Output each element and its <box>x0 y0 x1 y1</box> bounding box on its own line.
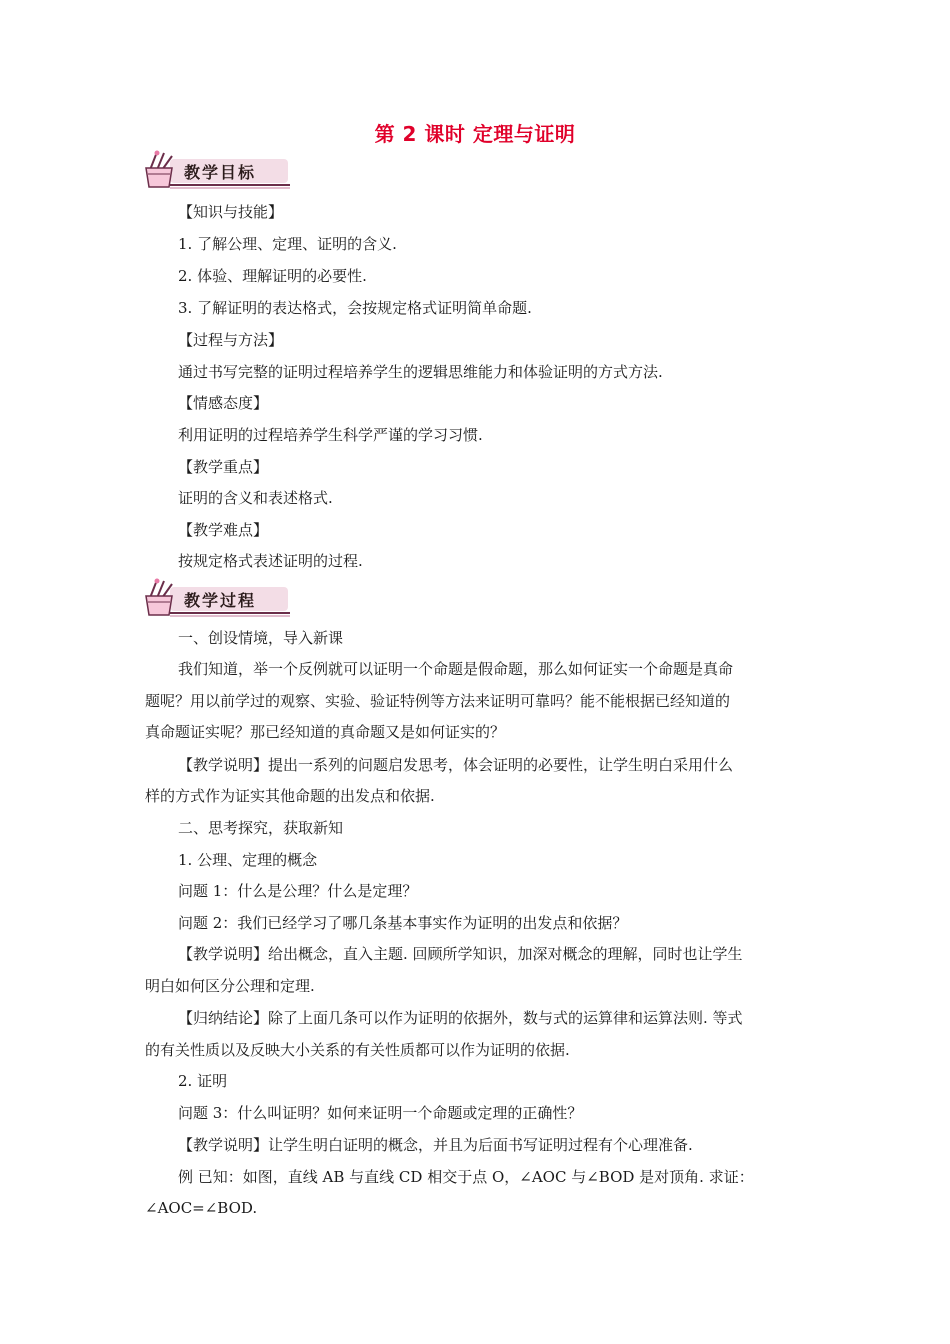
section-banner-process <box>140 578 290 618</box>
subsection1-heading: 1. 公理、定理的概念 <box>178 851 318 869</box>
process-method-heading: 【过程与方法】 <box>178 331 284 349</box>
section-label-process: 教学过程 <box>184 591 257 610</box>
part1-note-line: 【教学说明】提出一系列的问题启发思考，体会证明的必要性，让学生明白采用什么 <box>178 756 734 774</box>
process-method-text: 通过书写完整的证明过程培养学生的逻辑思维能力和体验证明的方式方法. <box>178 363 663 381</box>
part1-paragraph-line: 真命题证实呢？那已经知道的真命题又是如何证实的？ <box>145 723 506 741</box>
part1-heading: 一、创设情境，导入新课 <box>178 629 344 647</box>
example-line: 例 已知：如图，直线 AB 与直线 CD 相交于点 O，∠AOC 与∠BOD 是对顶角. 求证： <box>178 1168 754 1186</box>
question-2: 问题 2：我们已经学习了哪几条基本事实作为证明的出发点和依据？ <box>178 914 628 932</box>
knowledge-heading: 【知识与技能】 <box>178 203 284 221</box>
conclusion-line: 的有关性质以及反映大小关系的有关性质都可以作为证明的依据. <box>145 1041 570 1059</box>
difficulty-heading: 【教学难点】 <box>178 521 269 539</box>
key-point-text: 证明的含义和表述格式. <box>178 489 333 507</box>
section-banner-objectives <box>140 150 290 190</box>
part1-paragraph-line: 题呢？用以前学过的观察、实验、验证特例等方法来证明可靠吗？能不能根据已经知道的 <box>145 692 731 710</box>
knowledge-item-3: 3. 了解证明的表达格式，会按规定格式证明简单命题. <box>178 299 532 317</box>
emotion-text: 利用证明的过程培养学生科学严谨的学习习惯. <box>178 426 483 444</box>
part2-heading: 二、思考探究，获取新知 <box>178 819 344 837</box>
difficulty-text: 按规定格式表述证明的过程. <box>178 552 363 570</box>
knowledge-item-2: 2. 体验、理解证明的必要性. <box>178 267 367 285</box>
question-1: 问题 1：什么是公理？什么是定理？ <box>178 882 418 900</box>
subsection2-note: 【教学说明】让学生明白证明的概念，并且为后面书写证明过程有个心理准备. <box>178 1136 693 1154</box>
knowledge-item-1: 1. 了解公理、定理、证明的含义. <box>178 235 397 253</box>
part1-paragraph-line: 我们知道，举一个反例就可以证明一个命题是假命题，那么如何证实一个命题是真命 <box>178 660 734 678</box>
question-3: 问题 3：什么叫证明？如何来证明一个命题或定理的正确性？ <box>178 1104 583 1122</box>
conclusion-line: 【归纳结论】除了上面几条可以作为证明的依据外，数与式的运算律和运算法则. 等式 <box>178 1009 743 1027</box>
page-title: 第 2 课时 定理与证明 <box>374 122 576 146</box>
section-label-objectives: 教学目标 <box>184 163 257 182</box>
part1-note-line: 样的方式作为证实其他命题的出发点和依据. <box>145 787 435 805</box>
emotion-heading: 【情感态度】 <box>178 394 269 412</box>
key-point-heading: 【教学重点】 <box>178 458 269 476</box>
subsection1-note-line: 【教学说明】给出概念，直入主题. 回顾所学知识，加深对概念的理解，同时也让学生 <box>178 945 743 963</box>
subsection1-note-line: 明白如何区分公理和定理. <box>145 977 315 995</box>
example-line: ∠AOC=∠BOD. <box>145 1199 258 1217</box>
subsection2-heading: 2. 证明 <box>178 1072 228 1090</box>
